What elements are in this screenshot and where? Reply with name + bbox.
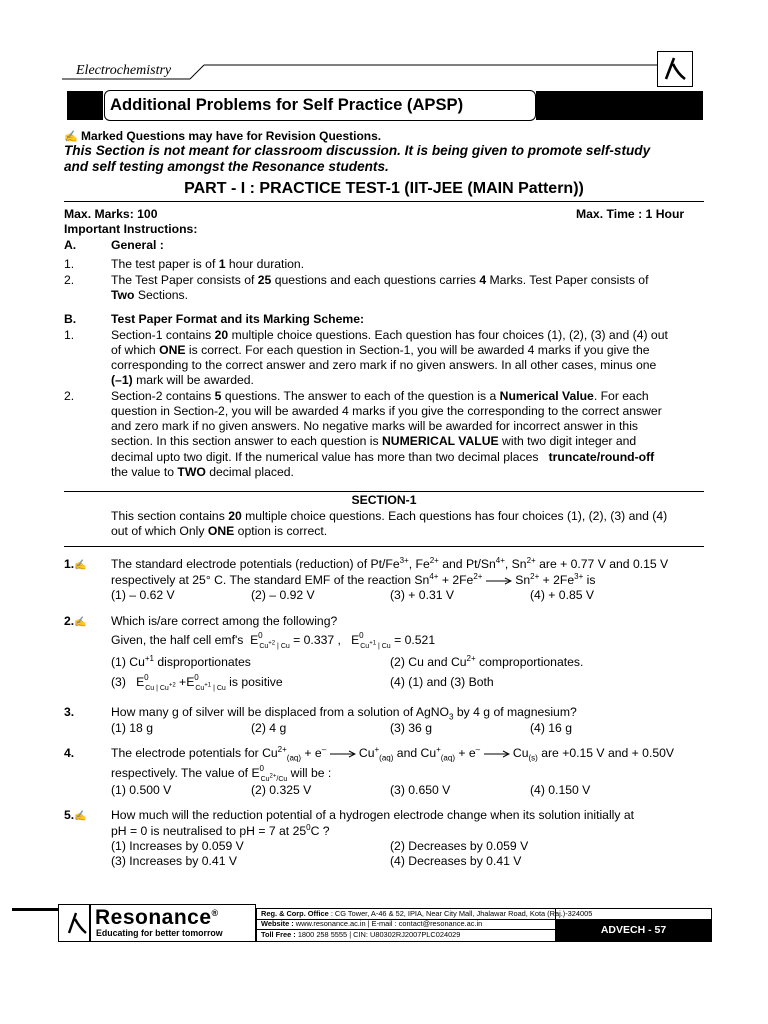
pen-icon: ✍ bbox=[74, 811, 87, 822]
section-a-item-2-line-1: The Test Paper consists of 25 questions and each questions carries 4 Marks. Test Paper consists of bbox=[111, 273, 649, 287]
electrode-potential: E 0 $_{Cu^{+2} | Cu}$ bbox=[250, 631, 290, 650]
disclaimer-line-1: This Section is not meant for classroom discussion. It is being given to promote self-study bbox=[64, 143, 651, 158]
section-divider bbox=[64, 491, 704, 492]
option: (4) 16 g bbox=[530, 721, 573, 735]
section-a-letter: A. bbox=[64, 238, 77, 252]
section-divider bbox=[64, 546, 704, 547]
part-title: PART - I : PRACTICE TEST-1 (IIT-JEE (MAIN Pattern)) bbox=[184, 180, 584, 197]
section-1-desc: This section contains 20 multiple choice questions. Each questions has four choices (1), (2), (3) and (4) bbox=[111, 509, 668, 523]
option: (4) (1) and (3) Both bbox=[390, 675, 494, 689]
option: (2) 4 g bbox=[251, 721, 287, 735]
option: (3) 0.650 V bbox=[390, 783, 451, 797]
question-5-text: pH = 0 is neutralised to pH = 7 at $25^0C$ ? bbox=[111, 822, 330, 838]
max-time: Max. Time : 1 Hour bbox=[576, 207, 685, 221]
option: (1) Increases by 0.059 V bbox=[111, 839, 244, 853]
pen-icon: ✍ bbox=[74, 560, 87, 571]
section-a-item-1: The test paper is of 1 hour duration. bbox=[111, 257, 305, 271]
section-1-desc: out of which Only ONE option is correct. bbox=[111, 524, 328, 538]
page-code: ADVECH - 57 bbox=[600, 924, 667, 936]
question-4-text: The electrode potentials for $Cu^{2+}_{(aq)} + e^-$ $Cu^+_{(aq)}$ and $Cu^+_{(aq)} + e^-$ $Cu_{(s)}$ are +0.15 V and + 0.50V bbox=[111, 744, 675, 763]
pen-icon: ✍ bbox=[74, 617, 87, 628]
section-a-heading: General : bbox=[111, 238, 164, 252]
resonance-logo-mark-icon bbox=[63, 909, 91, 937]
question-4-text: respectively. The value of E 0 $_{Cu^{2+}/Cu}$ will be : bbox=[111, 766, 331, 787]
section-b-item-2-line: question in Section-2, you will be awarded 4 marks if you give the corresponding to the correct answer bbox=[111, 404, 662, 418]
section-b-item-1-line: of which ONE is correct. For each question in Section-1, you will be awarded 4 marks if you give the bbox=[111, 343, 650, 357]
electrode-potential: E 0 $_{Cu^{2+}/Cu}$ bbox=[251, 764, 288, 783]
option: (1) 0.500 V bbox=[111, 783, 172, 797]
option: (1) $Cu^{+1}$ disproportionates bbox=[111, 653, 251, 669]
footer-info-box bbox=[256, 908, 712, 942]
section-a-item-number: 2. bbox=[64, 273, 75, 287]
max-marks: Max. Marks: 100 bbox=[64, 207, 158, 221]
title-bar-left bbox=[67, 91, 103, 120]
option: (3) 36 g bbox=[390, 721, 433, 735]
option: (2) Decreases by 0.059 V bbox=[390, 839, 529, 853]
question-1-text: respectively at 25° C. The standard EMF of the reaction $Sn^{4+} + 2Fe^{2+}$ $Sn^{2+} + 2Fe^{3+}$ is bbox=[111, 571, 596, 587]
section-1-title: SECTION-1 bbox=[351, 493, 417, 507]
website-email: Website : www.resonance.ac.in | E-mail : contact@resonance.ac.in bbox=[261, 919, 483, 928]
question-1-text: The standard electrode potentials (reduction) of $Pt/Fe^{3+}$, $Fe^{2+}$ and $Pt/Sn^{4+}$, $Sn^{2+}$ are + 0.77 V and 0.15 V bbox=[111, 555, 669, 571]
section-a-item-number: 1. bbox=[64, 257, 75, 271]
section-b-item-1-line: corresponding to the correct answer and zero mark if no given answers. In all other cases, minus one bbox=[111, 358, 657, 372]
question-2-text: Which is/are correct among the following? bbox=[111, 614, 338, 628]
option: (4) + 0.85 V bbox=[530, 588, 595, 602]
disclaimer-line-2: and self testing amongst the Resonance students. bbox=[64, 159, 389, 174]
pen-icon: ✍ bbox=[64, 131, 78, 143]
question-number: 2.✍ bbox=[64, 614, 87, 628]
section-b-item-2-line: decimal upto two digit. If the numerical value has more than two decimal places truncate/round-off bbox=[111, 450, 655, 464]
option: (1) 18 g bbox=[111, 721, 154, 735]
section-b-item-1-line: Section-1 contains 20 multiple choice questions. Each question has four choices (1), (2), (3) and (4) out bbox=[111, 328, 668, 342]
chapter-name: Electrochemistry bbox=[76, 63, 172, 78]
electrode-potential: E 0 $_{Cu^{+1} | Cu}$ bbox=[351, 631, 391, 650]
section-b-heading: Test Paper Format and its Marking Scheme: bbox=[111, 312, 365, 326]
right-arrow-icon bbox=[330, 750, 356, 758]
question-5-text: How much will the reduction potential of a hydrogen electrode change when its solution initially at bbox=[111, 808, 635, 822]
title-bar-right bbox=[536, 91, 703, 120]
right-arrow-icon bbox=[484, 750, 510, 758]
question-number: 4. bbox=[64, 746, 75, 760]
question-number: 1.✍ bbox=[64, 557, 87, 571]
section-b-item-2-line: and zero mark if no given answers. No negative marks will be awarded for incorrect answer in this bbox=[111, 419, 639, 433]
question-3-text: How many g of silver will be displaced from a solution of AgNO$_3$ by 4 g of magnesium? bbox=[111, 705, 577, 722]
option: (4) Decreases by 0.41 V bbox=[390, 854, 522, 868]
section-b-letter: B. bbox=[64, 312, 77, 326]
section-b-item-number: 1. bbox=[64, 328, 75, 342]
option: (2) Cu and $Cu^{2+}$ comproportionates. bbox=[390, 653, 584, 669]
brand-name: Resonance® bbox=[95, 906, 219, 929]
section-b-item-1-line: (–1) mark will be awarded. bbox=[111, 373, 254, 387]
option: (3) Increases by 0.41 V bbox=[111, 854, 237, 868]
resonance-logo-mark-icon bbox=[657, 51, 693, 87]
question-2-given: Given, the half cell emf's E 0 $_{Cu^{+2} | Cu}$ = 0.337 , E 0 $_{Cu^{+1} | Cu}$ = 0.521 bbox=[111, 633, 435, 654]
section-b-item-2-line: Section-2 contains 5 questions. The answer to each of the question is a Numerical Value. For each bbox=[111, 389, 649, 403]
brand-tagline: Educating for better tomorrow bbox=[96, 928, 223, 938]
section-b-item-2-line: section. In this section answer to each question is NUMERICAL VALUE with two digit integer and bbox=[111, 434, 637, 448]
toll-free: Toll Free : 1800 258 5555 | CIN: U80302RJ2007PLC024029 bbox=[261, 930, 461, 939]
marked-questions-note: ✍ Marked Questions may have for Revision Questions. bbox=[64, 129, 382, 143]
option: (4) 0.150 V bbox=[530, 783, 591, 797]
section-b-item-2-line: the value to TWO decimal placed. bbox=[111, 465, 294, 479]
question-number: 3. bbox=[64, 705, 75, 719]
important-instructions: Important Instructions: bbox=[64, 222, 198, 236]
footer-left-bar bbox=[12, 908, 58, 911]
question-number: 5.✍ bbox=[64, 808, 87, 822]
option: (1) – 0.62 V bbox=[111, 588, 175, 602]
reg-office: Reg. & Corp. Office : CG Tower, A-46 & 52, IPIA, Near City Mall, Jhalawar Road, Kota (Raj.)-324005 bbox=[261, 909, 593, 918]
electrode-potential: E 0 $_{Cu | Cu^{+2}}$ bbox=[136, 673, 176, 692]
section-b-item-number: 2. bbox=[64, 389, 75, 403]
section-title: Additional Problems for Self Practice (APSP) bbox=[110, 95, 464, 114]
electrode-potential: E 0 $_{Cu^{+1} | Cu}$ bbox=[186, 673, 226, 692]
section-a-item-2-line-2: Two Sections. bbox=[111, 288, 188, 302]
option: (2) 0.325 V bbox=[251, 783, 312, 797]
page-code-box bbox=[556, 919, 711, 941]
option: (3) E 0 $_{Cu | Cu^{+2}}$ +E 0 $_{Cu^{+1} | Cu}$ is positive bbox=[111, 675, 283, 696]
right-arrow-icon bbox=[486, 577, 512, 585]
footer-brand-box bbox=[58, 904, 256, 942]
option: (2) – 0.92 V bbox=[251, 588, 315, 602]
part-title-rule bbox=[64, 201, 704, 202]
option: (3) + 0.31 V bbox=[390, 588, 455, 602]
header-rule bbox=[62, 60, 662, 84]
